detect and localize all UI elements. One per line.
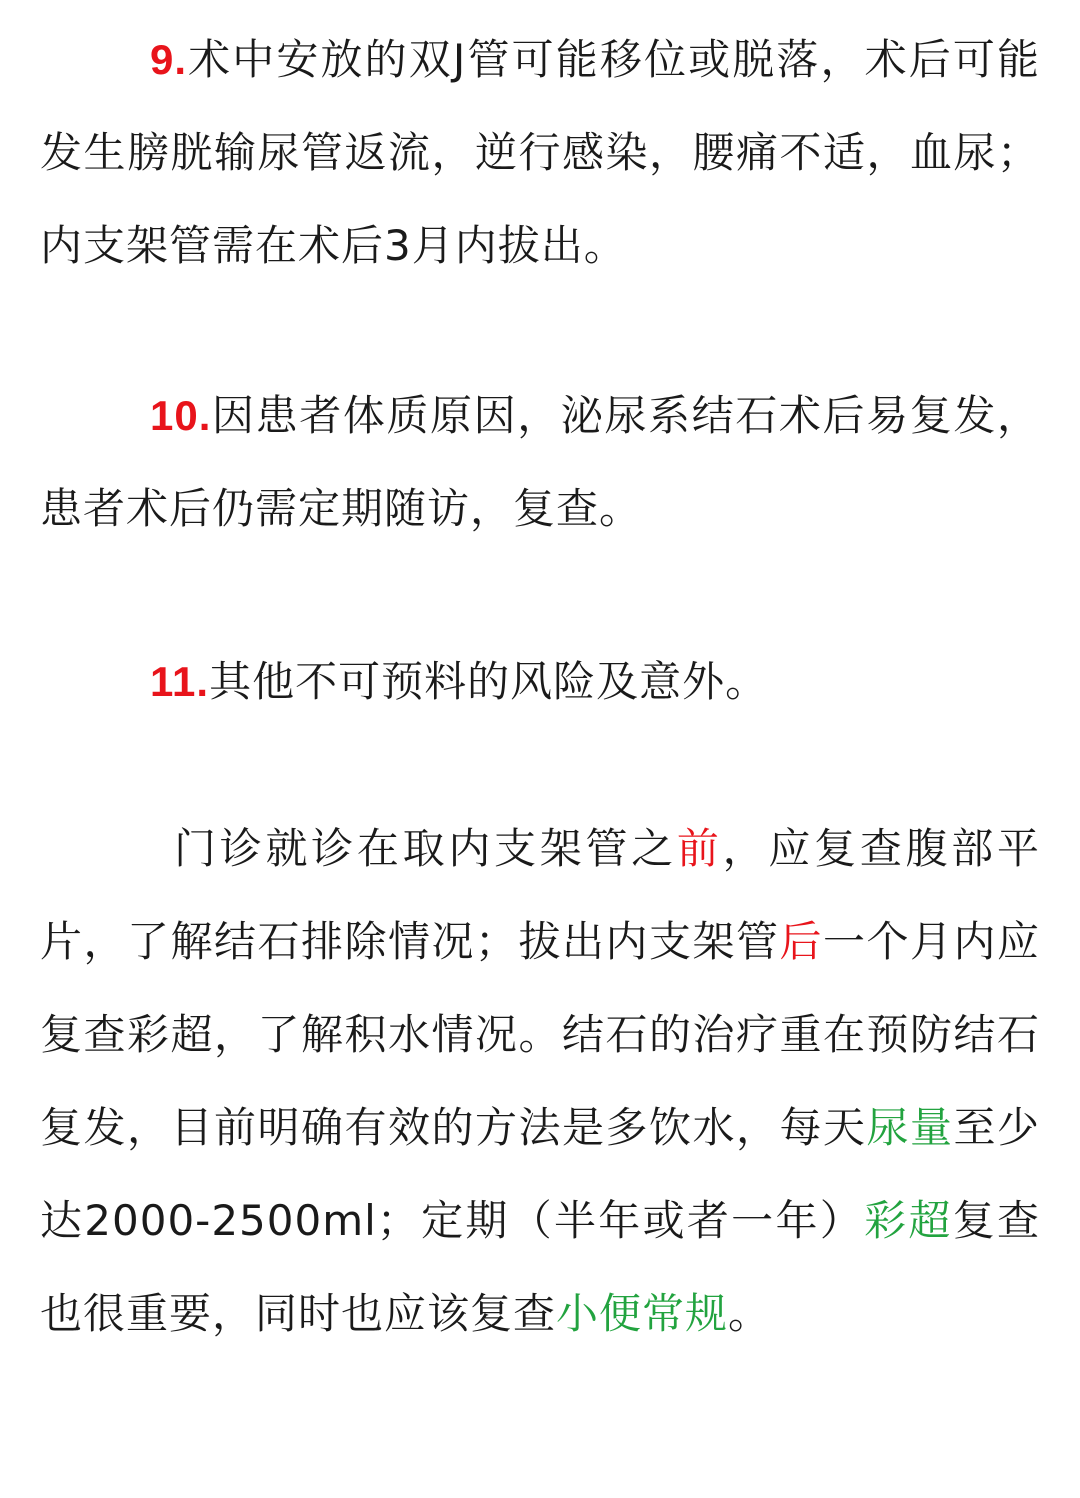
item-text-11: 其他不可预料的风险及意外。 — [209, 657, 769, 706]
followup-text-5: 复查也很重要，同时也应该复查 — [40, 1196, 1040, 1338]
followup-text-3: 一个月内应复查彩超，了解积水情况。结石的治疗重在预防结石复发，目前明确有效的方法是多饮水，每天 — [40, 917, 1040, 1152]
item-number-9: 9. — [150, 36, 188, 83]
followup-paragraph — [40, 802, 1040, 1360]
highlight-after: 后 — [779, 917, 823, 966]
risk-item-9 — [40, 13, 1040, 292]
followup-text-2: ，应复查腹部平片，了解结石排除情况；拔出内支架管 — [40, 824, 1040, 966]
risk-item-10 — [40, 369, 1040, 555]
item-number-11: 11. — [150, 658, 210, 705]
followup-text-4: 至少达2000-2500ml；定期（半年或者一年） — [40, 1103, 1040, 1245]
followup-text-1: 门诊就诊在取内支架管之 — [174, 824, 677, 873]
item-number-10: 10. — [150, 392, 212, 439]
highlight-urine-volume: 尿量 — [866, 1103, 954, 1152]
highlight-before: 前 — [676, 824, 723, 873]
item-text-9: 术中安放的双J管可能移位或脱落，术后可能发生膀胱输尿管返流，逆行感染，腰痛不适，血尿；内支架管需在术后3月内拔出。 — [40, 35, 1040, 270]
highlight-color-ultrasound: 彩超 — [864, 1196, 953, 1245]
highlight-urine-routine: 小便常规 — [556, 1289, 729, 1338]
followup-text-6: 。 — [728, 1289, 772, 1338]
risk-item-11 — [40, 635, 1040, 728]
item-text-10: 因患者体质原因，泌尿系结石术后易复发，患者术后仍需定期随访，复查。 — [40, 391, 1040, 533]
